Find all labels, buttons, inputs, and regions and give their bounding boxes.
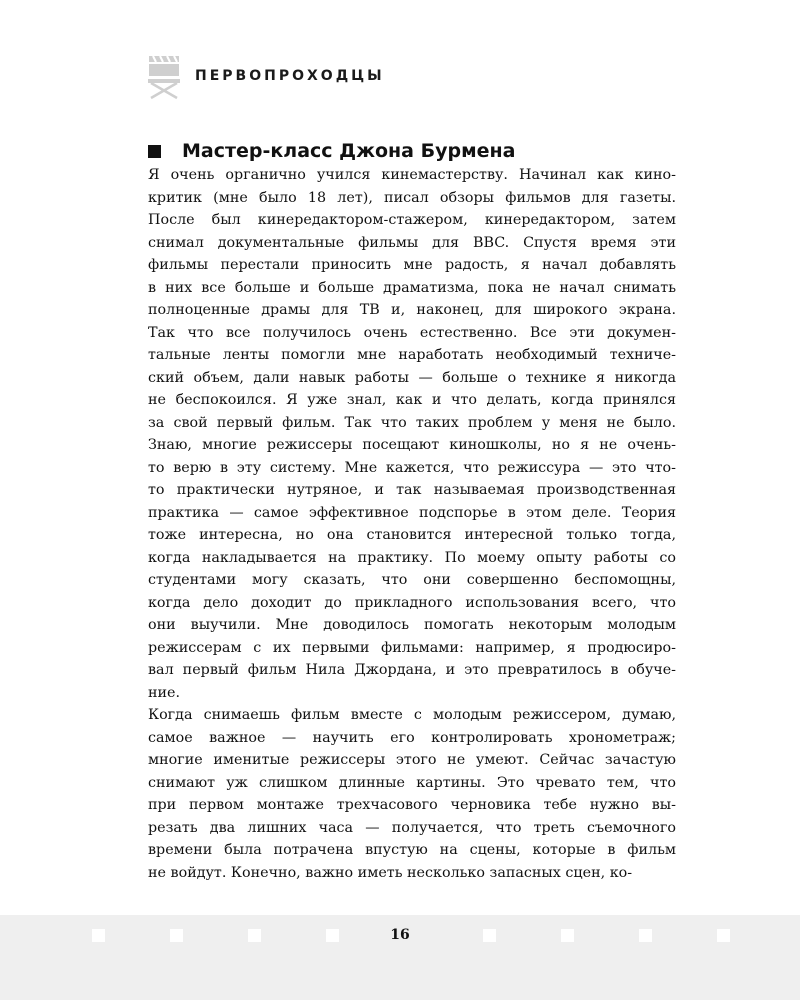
text-line: тальные ленты помогли мне наработать необходимый техниче- [148,347,676,363]
text-line: в них все больше и больше драматизма, пока не начал снимать [148,279,676,296]
text-line: ние. [148,684,181,701]
text-line: ский объем, дали навык работы — больше о технике я никогда [148,369,676,386]
text-line: многие именитые режиссеры этого не умеют. Сейчас зачастую [148,752,676,768]
text-line: тоже интересна, но она становится интересной только тогда, [148,527,676,543]
text-line: снимал документальные фильмы для BBC. Спустя время эти [148,234,676,251]
text-line: фильмы перестали приносить мне радость, я начал добавлять [148,257,676,273]
text-line: то верю в эту систему. Мне кажется, что режиссура — это что- [148,459,676,476]
page-footer [0,915,800,1000]
text-line: снимают уж слишком длинные картины. Это чревато тем, что [148,774,676,791]
paragraph [148,704,676,884]
text-line: полноценные драмы для ТВ и, наконец, для широкого экрана. [148,302,676,318]
text-line: практика — самое эффективное подспорье в этом деле. Теория [148,504,676,521]
section-heading-text: Мастер-класс Джона Бурмена [182,140,516,162]
text-line: они выучили. Мне доводилось помогать некоторым молодым [148,617,676,633]
text-line: режиссерам с их первыми фильмами: например, я продюсиро- [148,639,676,656]
running-header [147,52,707,112]
paragraph [148,164,676,704]
text-line: Когда снимаешь фильм вместе с молодым режиссером, думаю, [148,707,676,723]
text-line: Так что все получилось очень естественно. Все эти докумен- [148,324,676,341]
text-line: студентами могу сказать, что они совершенно беспомощны, [148,572,676,588]
text-line: Знаю, многие режиссеры посещают киношколы, но я не очень- [148,437,676,453]
running-header-title: ПЕРВОПРОХОДЦЫ [195,68,385,84]
text-line: то практически нутряное, и так называемая производственная [148,482,676,498]
text-line: за свой первый фильм. Так что таких проблем у меня не было. [148,414,676,431]
text-line: вал первый фильм Нила Джордана, и это превратилось в обуче- [148,662,676,678]
heading-bullet-icon [148,145,161,158]
text-line: После был кинередактором-стажером, кинередактором, затем [148,212,676,228]
section-heading [148,140,688,162]
text-line: времени была потрачена впустую на сцены, которые в фильм [148,842,676,858]
page-number: 16 [390,927,410,943]
text-line: не войдут. Конечно, важно иметь несколько запасных сцен, ко- [148,864,633,881]
text-line: резать два лишних часа — получается, что треть съемочного [148,819,676,836]
directors-chair-icon [147,52,181,104]
text-line: Я очень органично учился кинемастерству. Начинал как кино- [148,167,676,183]
text-line: когда накладывается на практику. По моему опыту работы со [148,549,676,566]
text-line: самое важное — научить его контролировать хронометраж; [148,729,676,746]
body-text [148,164,676,884]
text-line: критик (мне было 18 лет), писал обзоры фильмов для газеты. [148,189,676,206]
text-line: не беспокоился. Я уже знал, как и что делать, когда принялся [148,392,676,408]
text-line: когда дело доходит до прикладного использования всего, что [148,594,676,611]
text-line: при первом монтаже трехчасового черновика тебе нужно вы- [148,797,676,813]
